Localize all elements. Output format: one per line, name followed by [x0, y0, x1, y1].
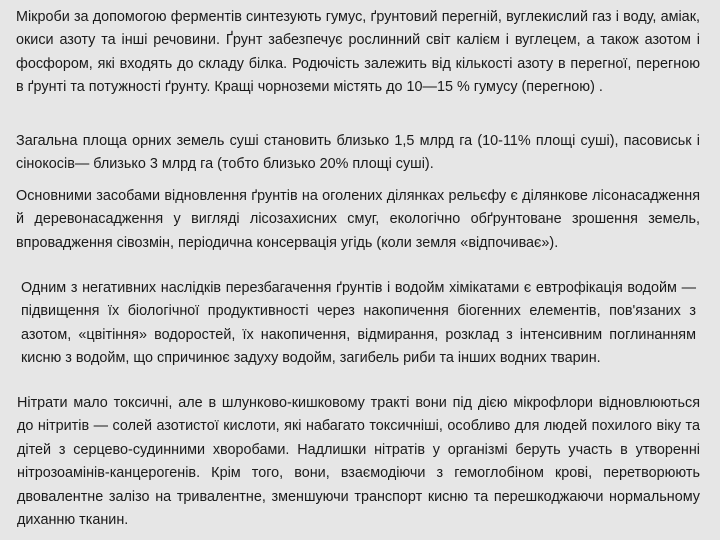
paragraph-arable-land-area: Загальна площа орних земель суші становить близько 1,5 млрд га (10-11% площі суші), пасовиськ і сінокосів— близько 3 млрд га (тобто близько 20% площі суші). — [16, 133, 700, 173]
paragraph-eutrophication: Одним з негативних наслідків перезбагачення ґрунтів і водойм хімікатами є евтрофікація водойм — підвищення їх біологічної продуктивності через накопичення біогенних елементів, пов'язаних з азотом, «цвітіння» водоростей, їх накопичення, відмирання, розклад з інтенсивним поглинанням кисню з водойм, що спричинює задуху водойм, загибель риби та інших водних тварин. — [21, 280, 696, 367]
paragraph-soil-restoration: Основними засобами відновлення ґрунтів на оголених ділянках рельєфу є ділянкове лісонасадження й деревонасадження у вигляді лісозахисних смуг, екологічно обґрунтоване зрошення земель, впровадження сівозмін, періодична консервація угідь (коли земля «відпочиває»). — [16, 188, 700, 251]
paragraph-microbes-soil: Мікроби за допомогою ферментів синтезують гумус, ґрунтовий перегній, вуглекислий газ і воду, аміак, окиси азоту та інші речовини. Ґрунт забезпечує рослинний світ калієм і вуглецем, а також азотом і фосфором, які входять до складу білка. Родючість залежить від кількості азоту в перегної, перегною в ґрунті та потужності ґрунту. Кращі чорноземи містять до 10—15 % гумусу (перегною) . — [16, 9, 700, 96]
paragraph-nitrates: Нітрати мало токсичні, але в шлунково-кишковому тракті вони під дією мікрофлори відновлюються до нітритів — солей азотистої кислоти, які набагато токсичніші, особливо для людей похилого віку та дітей з серцево-судинними хворобами. Надлишки нітратів у організмі беруть участь в утворенні нітрозоамінів-канцерогенів. Крім того, вони, взаємодіючи з гемоглобіном крові, перетворюють двовалентне залізо на тривалентне, зменшуючи транспорт кисню та перешкоджаючи нормальному диханню тканин. — [17, 395, 700, 529]
